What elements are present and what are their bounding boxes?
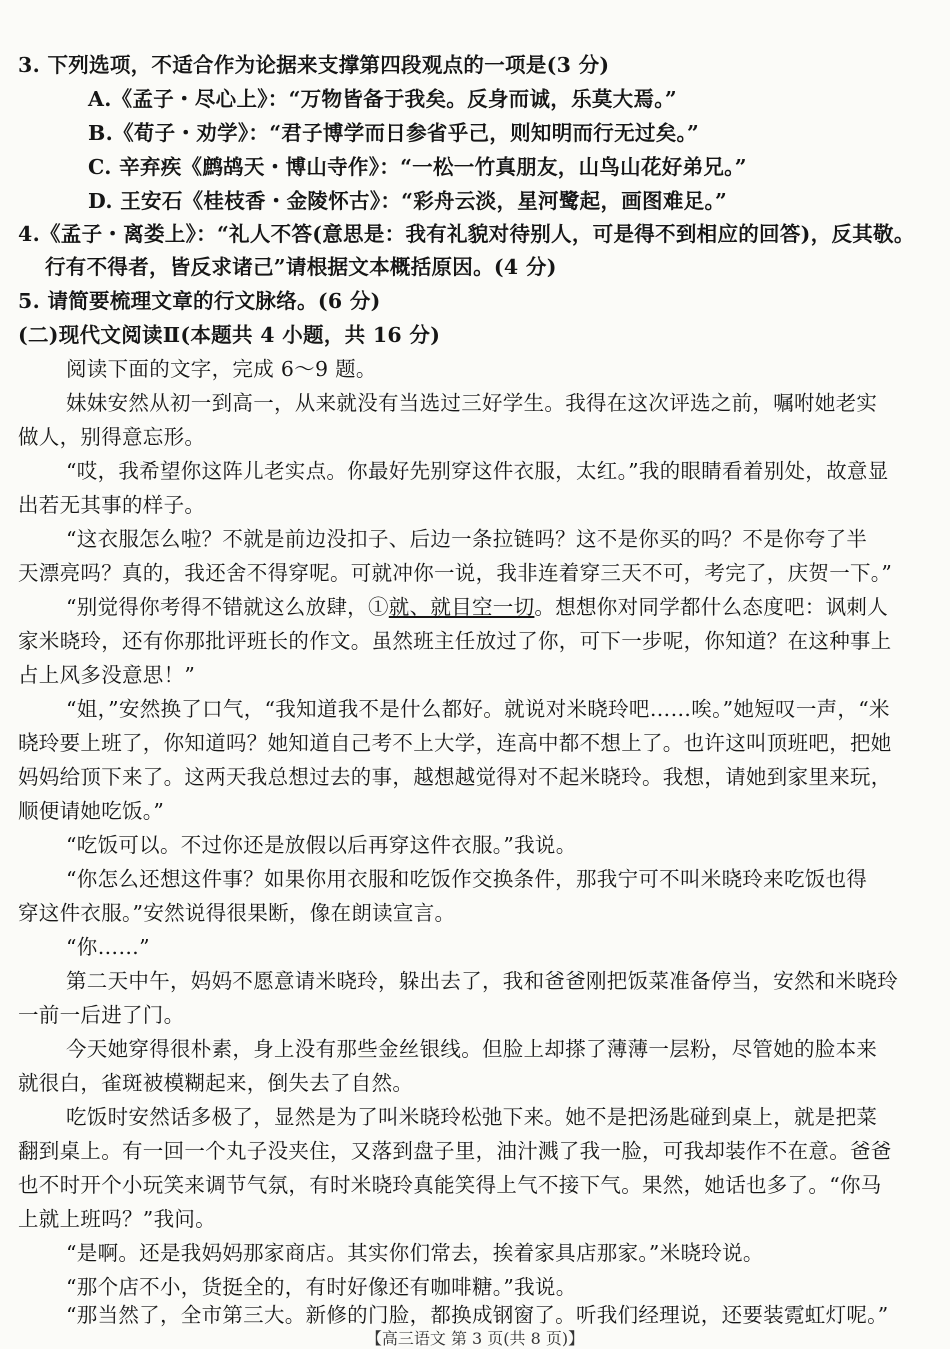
q3-option-a: A.《孟子・尽心上》：“万物皆备于我矣。反身而诚，乐莫大焉。” [88, 87, 677, 111]
passage-line: 做人，别得意忘形。 [18, 425, 206, 449]
passage-line: 今天她穿得很朴素，身上没有那些金丝银线。但脸上却搽了薄薄一层粉，尽管她的脸本来 [66, 1037, 878, 1061]
passage-line: “你怎么还想这件事？如果你用衣服和吃饭作交换条件，那我宁可不叫米晓玲来吃饭也得 [66, 867, 868, 891]
passage-line: 就很白，雀斑被模糊起来，倒失去了自然。 [18, 1071, 414, 1095]
passage-line: 出若无其事的样子。 [18, 493, 206, 517]
q3-option-c: C. 辛弃疾《鹧鸪天・博山寺作》：“一松一竹真朋友，山鸟山花好弟兄。” [88, 155, 747, 179]
passage-line-7-prefix: “别觉得你考得不错就这么放肆， [66, 595, 368, 619]
passage-line: 也不时开个小玩笑来调节气氛，有时米晓玲真能笑得上气不接下气。果然，她话也多了。“你马 [18, 1173, 882, 1197]
passage-line: 穿这件衣服。”安然说得很果断，像在朗读宣言。 [18, 901, 456, 925]
passage-line: “那当然了，全市第三大。新修的门脸，都换成钢窗了。听我们经理说，还要装霓虹灯呢。” [66, 1303, 889, 1327]
passage-line: 家米晓玲，还有你那批评班长的作文。虽然班主任放过了你，可下一步呢，你知道？在这种事上 [18, 629, 892, 653]
instruction: 阅读下面的文字，完成 6～9 题。 [66, 357, 377, 381]
passage-line: 顺便请她吃饭。” [18, 799, 165, 823]
passage-line: “那个店不小，货挺全的，有时好像还有咖啡糖。”我说。 [66, 1275, 577, 1299]
passage-line: “吃饭可以。不过你还是放假以后再穿这件衣服。”我说。 [66, 833, 577, 857]
sentence-marker-1: ① [367, 595, 389, 619]
passage-line: 占上风多没意思！” [18, 663, 196, 687]
passage-line: 翻到桌上。有一回一个丸子没夹住，又落到盘子里，油汁溅了我一脸，可我却装作不在意。爸爸 [18, 1139, 892, 1163]
passage-line: 第二天中午，妈妈不愿意请米晓玲，躲出去了，我和爸爸刚把饭菜准备停当，安然和米晓玲 [66, 969, 898, 993]
passage-line-7 [66, 592, 888, 622]
passage-line: 一前一后进了门。 [18, 1003, 185, 1027]
passage-line-7-suffix: 。想想你对同学都什么态度吧：讽刺人 [534, 595, 889, 619]
passage-line: 天漂亮吗？真的，我还舍不得穿呢。可就冲你一说，我非连着穿三天不可，考完了，庆贺一下。” [18, 561, 893, 585]
passage-line: “你……” [66, 935, 150, 959]
passage-line: 妈妈给顶下来了。这两天我总想过去的事，越想越觉得对不起米晓玲。我想，请她到家里来玩， [18, 765, 892, 789]
passage-line: “哎，我希望你这阵儿老实点。你最好先别穿这件衣服，太红。”我的眼睛看着别处，故意显 [66, 459, 889, 483]
passage-line: 吃饭时安然话多极了，显然是为了叫米晓玲松弛下来。她不是把汤匙碰到桌上，就是把菜 [66, 1105, 878, 1129]
q3-option-d: D. 王安石《桂枝香・金陵怀古》：“彩舟云淡，星河鹭起，画图难足。” [88, 189, 728, 213]
underlined-sentence: 就、就目空一切 [388, 595, 535, 619]
page-footer: 【高三语文 第 3 页(共 8 页)】 [365, 1329, 585, 1348]
q4-line-2: 行有不得者，皆反求诸己”请根据文本概括原因。(4 分) [45, 255, 557, 279]
passage-line: “姐，”安然换了口气，“我知道我不是什么都好。就说对米晓玲吧……唉。”她短叹一声，“米 [66, 697, 890, 721]
passage-line: 晓玲要上班了，你知道吗？她知道自己考不上大学，连高中都不想上了。也许这叫顶班吧，把她 [18, 731, 892, 755]
passage-line: 妹妹安然从初一到高一，从来就没有当选过三好学生。我得在这次评选之前，嘱咐她老实 [66, 391, 878, 415]
section-heading: (二)现代文阅读Ⅱ(本题共 4 小题，共 16 分) [18, 323, 441, 347]
q3-option-b: B.《荀子・劝学》：“君子博学而日参省乎己，则知明而行无过矣。” [88, 121, 700, 145]
q4-line-1: 4.《孟子・离娄上》：“礼人不答(意思是：我有礼貌对待别人，可是得不到相应的回答)，反其敬。 [18, 222, 915, 246]
passage-line: “是啊。还是我妈妈那家商店。其实你们常去，挨着家具店那家。”米晓玲说。 [66, 1241, 764, 1265]
passage-line: “这衣服怎么啦？不就是前边没扣子、后边一条拉链吗？这不是你买的吗？不是你夸了半 [66, 527, 868, 551]
q5-stem: 5. 请简要梳理文章的行文脉络。(6 分) [18, 289, 381, 313]
q3-stem: 3. 下列选项，不适合作为论据来支撑第四段观点的一项是(3 分) [18, 53, 610, 77]
passage-line: 上就上班吗？”我问。 [18, 1207, 216, 1231]
